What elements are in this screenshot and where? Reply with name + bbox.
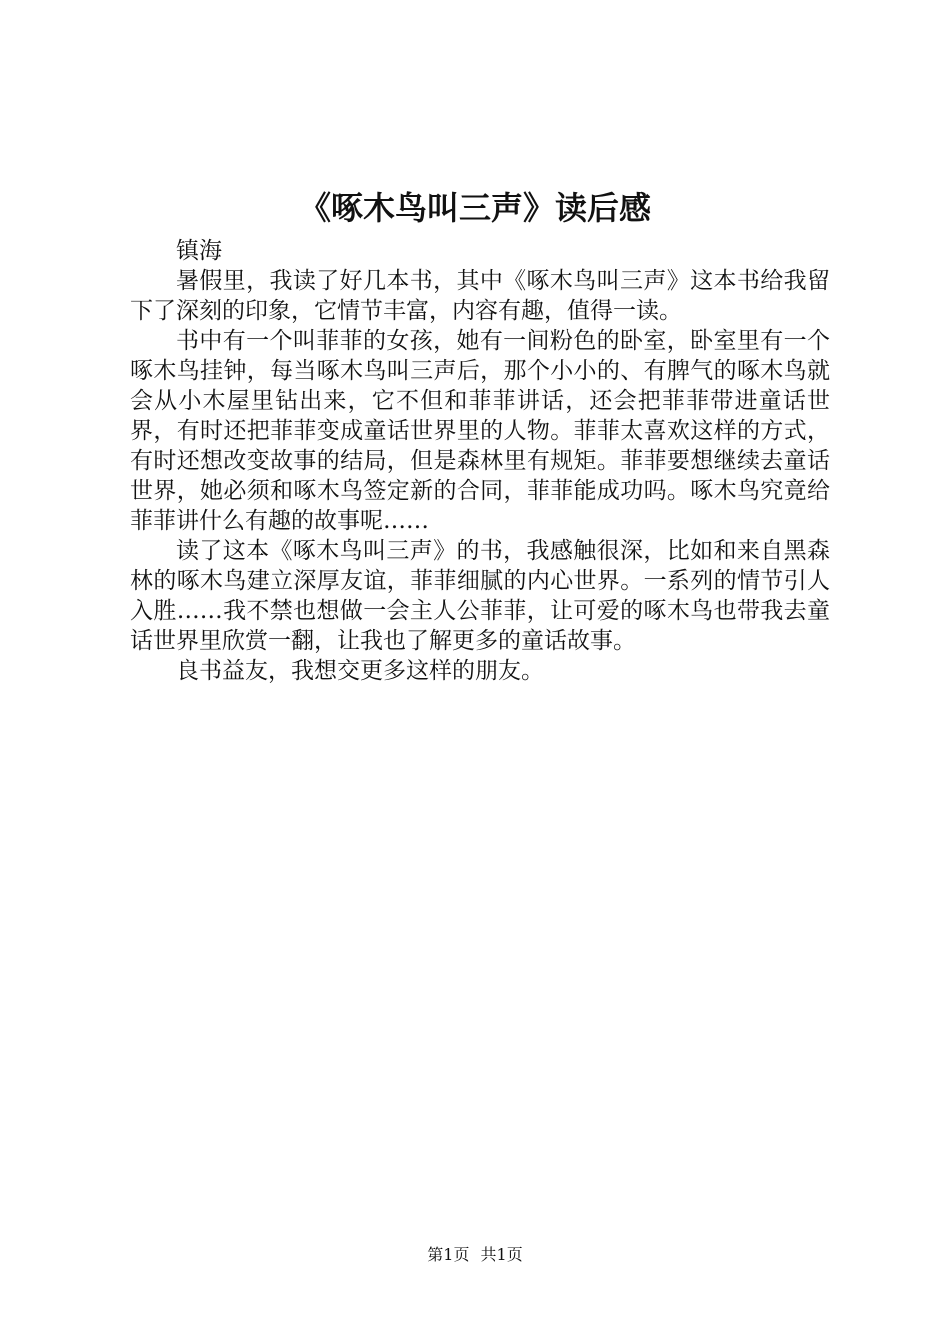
- page-footer: [0, 1244, 950, 1266]
- page-number: 第1页: [427, 1245, 470, 1264]
- document-body: [130, 236, 830, 686]
- paragraph-4: 良书益友，我想交更多这样的朋友。: [176, 658, 544, 684]
- paragraph-1: 暑假里，我读了好几本书，其中《啄木鸟叫三声》这本书给我留下了深刻的印象，它情节丰富，内容有趣，值得一读。: [130, 268, 830, 324]
- document-title: 《啄木鸟叫三声》读后感: [298, 189, 651, 227]
- paragraph-2: 书中有一个叫菲菲的女孩，她有一间粉色的卧室，卧室里有一个啄木鸟挂钟，每当啄木鸟叫三声后，那个小小的、有脾气的啄木鸟就会从小木屋里钻出来，它不但和菲菲讲话，还会把菲菲带进童话世界，有时还把菲菲变成童话世界里的人物。菲菲太喜欢这样的方式，有时还想改变故事的结局，但是森林里有规矩。菲菲要想继续去童话世界，她必须和啄木鸟签定新的合同，菲菲能成功吗。啄木鸟究竟给菲菲讲什么有趣的故事呢……: [130, 328, 830, 534]
- paragraph-3: 读了这本《啄木鸟叫三声》的书，我感触很深，比如和来自黑森林的啄木鸟建立深厚友谊，菲菲细腻的内心世界。一系列的情节引人入胜……我不禁也想做一会主人公菲菲，让可爱的啄木鸟也带我去童话世界里欣赏一翻，让我也了解更多的童话故事。: [130, 538, 830, 654]
- author-line: 镇海: [176, 238, 222, 264]
- page-total: 共1页: [480, 1245, 523, 1264]
